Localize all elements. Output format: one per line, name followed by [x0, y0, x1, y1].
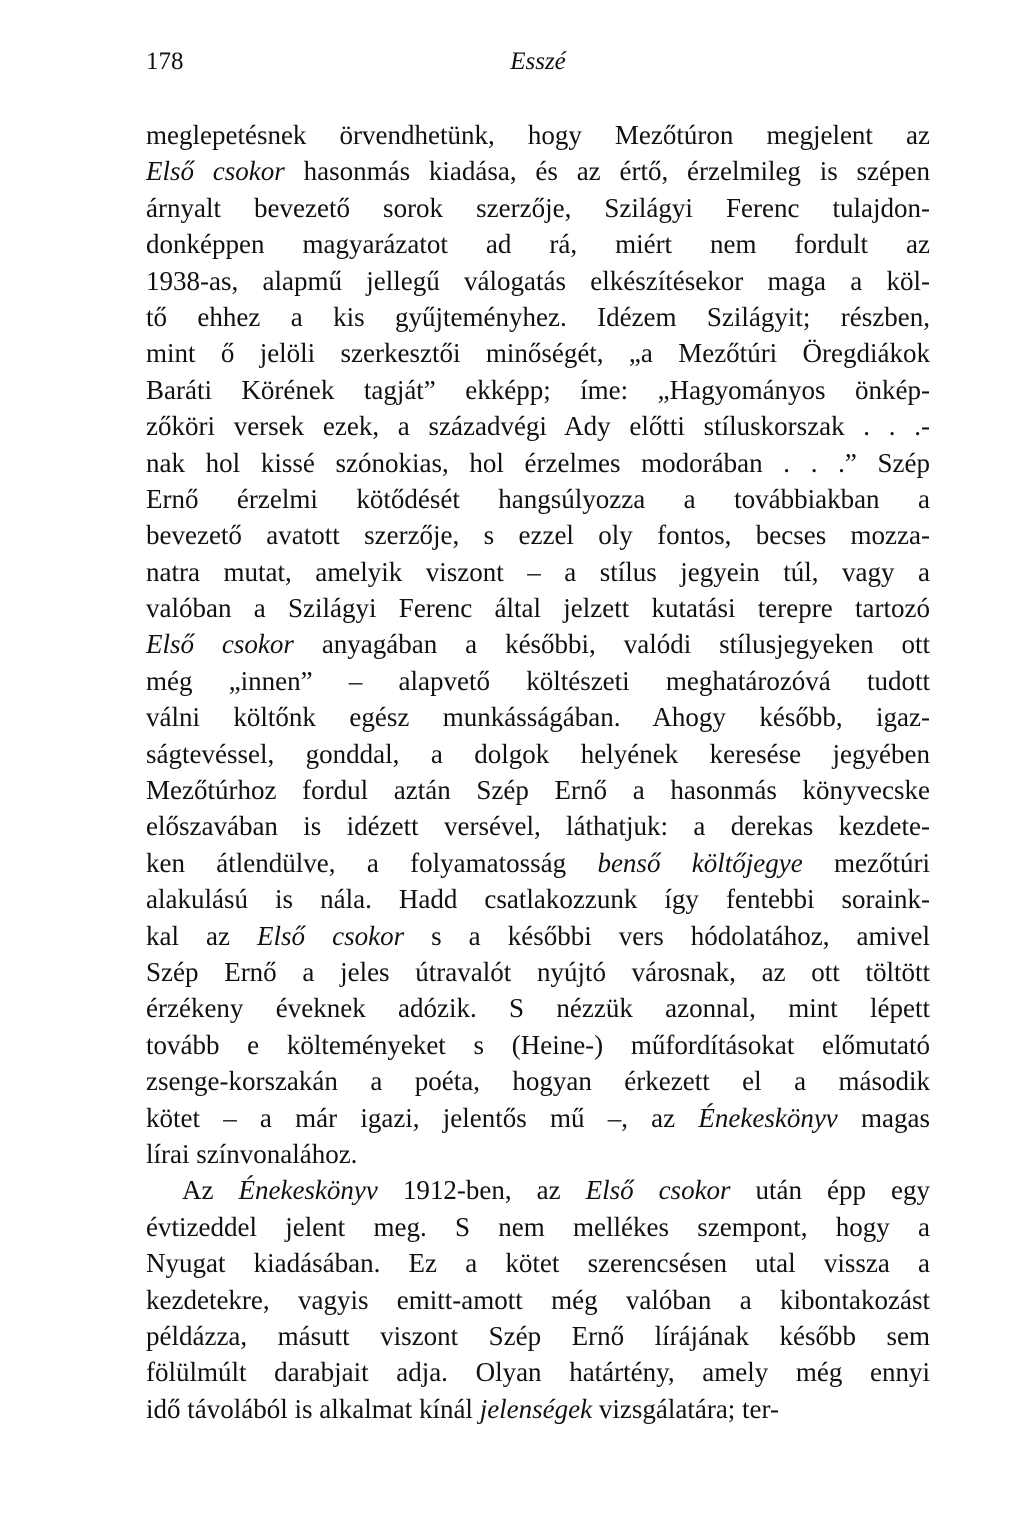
italic-title: Énekeskönyv [238, 1175, 378, 1206]
text-line [146, 1172, 930, 1208]
text-line [146, 153, 930, 189]
text-segment: mint ő jelöli szerkesztői minőségét, „a Mezőtúri Öregdiákok [146, 338, 930, 369]
text-line [146, 335, 930, 371]
text-segment: tő ehhez a kis gyűjteményhez. Idézem Szilágyit; részben, [146, 301, 930, 332]
text-segment: példázza, másutt viszont Szép Ernő lírájának később sem [146, 1320, 930, 1351]
text-segment: zsenge-korszakán a poéta, hogyan érkezett el a második [146, 1066, 930, 1097]
text-segment: Nyugat kiadásában. Ez a kötet szerencsésen utal vissza a [146, 1248, 930, 1279]
italic-title: Első csokor [146, 629, 294, 660]
text-line [146, 626, 930, 662]
text-segment: valóban a Szilágyi Ferenc által jelzett kutatási terepre tartozó [146, 593, 930, 624]
text-line [146, 1027, 930, 1063]
text-segment: kezdetekre, vagyis emitt-amott még valóban a kibontakozást [146, 1284, 930, 1315]
essay-body-text [146, 117, 930, 1427]
text-segment: anyagában a későbbi, valódi stílusjegyeken ott [293, 629, 931, 660]
text-line [146, 1391, 930, 1427]
text-segment: tovább e költeményeket s (Heine-) műfordításokat előmutató [146, 1029, 930, 1060]
text-segment: Szép Ernő a jeles útravalót nyújtó városnak, az ott töltött [146, 956, 930, 987]
text-segment: alakulású is nála. Hadd csatlakozzunk így fentebbi soraink- [146, 884, 930, 915]
text-line [146, 554, 930, 590]
text-segment: érzékeny éveknek adózik. S nézzük azonnal, mint lépett [146, 993, 930, 1024]
italic-title: Első csokor [585, 1175, 731, 1206]
text-segment: bevezető avatott szerzője, s ezzel oly fontos, becses mozza- [146, 520, 930, 551]
text-segment: natra mutat, amelyik viszont – a stílus jegyein túl, vagy a [146, 556, 930, 587]
text-line [146, 1245, 930, 1281]
text-segment: s a későbbi vers hódolatához, amivel [404, 920, 930, 951]
text-segment: még „innen” – alapvető költészeti meghatározóvá tudott [146, 665, 930, 696]
text-line [146, 1282, 930, 1318]
italic-title: jelenségek [479, 1393, 593, 1424]
italic-title: benső költőjegye [597, 847, 803, 878]
text-segment: előszavában is idézett versével, láthatjuk: a derekas kezdete- [146, 811, 930, 842]
text-segment: lírai színvonalához. [146, 1138, 358, 1169]
italic-title: Első csokor [257, 920, 405, 951]
text-line [146, 1318, 930, 1354]
running-title: Esszé [510, 48, 566, 75]
text-segment: ságtevéssel, gonddal, a dolgok helyének keresése jegyében [146, 738, 930, 769]
text-segment: árnyalt bevezető sorok szerzője, Szilágyi Ferenc tulajdon- [146, 192, 930, 223]
text-segment: 1912-ben, az [377, 1175, 586, 1206]
text-line [146, 1209, 930, 1245]
italic-title: Énekeskönyv [698, 1102, 838, 1133]
text-line [146, 736, 930, 772]
text-segment: évtizeddel jelent meg. S nem mellékes szempont, hogy a [146, 1211, 930, 1242]
text-line [146, 772, 930, 808]
text-segment: 1938-as, alapmű jellegű válogatás elkészítésekor maga a köl- [146, 265, 930, 296]
text-segment: után épp egy [730, 1175, 931, 1206]
text-line [146, 299, 930, 335]
text-segment: vizsgálatára; ter- [592, 1393, 779, 1424]
text-line [146, 445, 930, 481]
text-segment: zőköri versek ezek, a századvégi Ady előtti stíluskorszak . . .- [146, 411, 930, 442]
text-line [146, 190, 930, 226]
text-line [146, 226, 930, 262]
text-segment: meglepetésnek örvendhetünk, hogy Mezőtúron megjelent az [146, 120, 930, 150]
text-segment: Baráti Körének tagját” ekképp; íme: „Hagyományos önkép- [146, 374, 930, 405]
text-line [146, 408, 930, 444]
text-line [146, 590, 930, 626]
text-line [146, 699, 930, 735]
text-line [146, 1100, 930, 1136]
text-line [146, 481, 930, 517]
page-number: 178 [146, 48, 184, 75]
text-line [146, 1136, 930, 1172]
text-line [146, 1354, 930, 1390]
text-segment: válni költőnk egész munkásságában. Ahogy később, igaz- [146, 702, 930, 733]
text-line [146, 845, 930, 881]
text-segment: fölülmúlt darabjait adja. Olyan határtény, amely még ennyi [146, 1357, 930, 1388]
text-line [146, 881, 930, 917]
text-line [146, 808, 930, 844]
text-segment: nak hol kissé szónokias, hol érzelmes modorában . . .” Szép [146, 447, 930, 478]
text-line [146, 263, 930, 299]
text-line [146, 1063, 930, 1099]
text-segment: hasonmás kiadása, és az értő, érzelmileg is szépen [284, 156, 931, 187]
text-segment: donképpen magyarázatot ad rá, miért nem fordult az [146, 229, 930, 260]
text-segment: Mezőtúrhoz fordul aztán Szép Ernő a hasonmás könyvecske [146, 775, 930, 806]
text-line [146, 954, 930, 990]
text-line [146, 372, 930, 408]
text-line [146, 517, 930, 553]
text-segment: Az [182, 1175, 239, 1206]
text-line [146, 918, 930, 954]
italic-title: Első csokor [146, 156, 285, 187]
text-segment: mezőtúri [802, 847, 931, 878]
text-segment: idő távolából is alkalmat kínál [146, 1393, 480, 1424]
text-segment: Ernő érzelmi kötődését hangsúlyozza a továbbiakban a [146, 483, 930, 514]
text-segment: magas [837, 1102, 930, 1133]
text-segment: kötet – a már igazi, jelentős mű –, az [146, 1102, 699, 1133]
text-segment: kal az [146, 920, 258, 951]
page-header [146, 48, 930, 82]
text-segment: ken átlendülve, a folyamatosság [146, 847, 598, 878]
text-line [146, 990, 930, 1026]
text-line [146, 663, 930, 699]
text-line [146, 117, 930, 153]
